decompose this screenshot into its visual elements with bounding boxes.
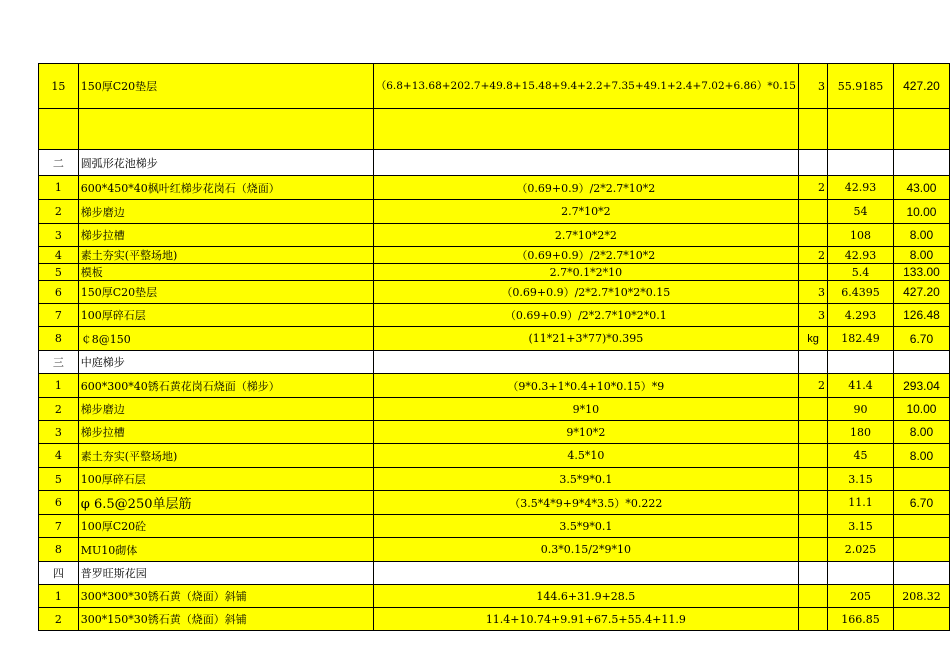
item-unit[interactable] (798, 264, 827, 281)
item-quantity[interactable] (828, 109, 894, 150)
table-row (39, 247, 950, 264)
item-name[interactable]: 600*300*40锈石黄花岗石烧面（梯步） (78, 374, 373, 398)
item-name[interactable]: 100厚碎石层 (78, 468, 373, 491)
table-row (39, 224, 950, 247)
item-quantity[interactable] (828, 562, 894, 585)
item-price[interactable]: 126.48 (893, 304, 949, 327)
table-row (39, 281, 950, 304)
item-unit[interactable] (798, 150, 827, 176)
item-number[interactable] (39, 109, 79, 150)
item-unit[interactable] (798, 200, 827, 224)
table-row (39, 176, 950, 200)
section-header-row (39, 351, 950, 374)
item-formula[interactable]: 2.7*10*2*2 (373, 224, 798, 247)
section-title[interactable]: 普罗旺斯花园 (78, 562, 373, 585)
item-name[interactable]: 梯步磨边 (78, 200, 373, 224)
item-name[interactable]: MU10砌体 (78, 538, 373, 562)
item-unit[interactable] (798, 515, 827, 538)
item-quantity[interactable]: 90 (828, 398, 894, 421)
item-quantity[interactable] (828, 351, 894, 374)
item-formula[interactable]: 2.7*10*2 (373, 200, 798, 224)
item-quantity[interactable]: 2.025 (828, 538, 894, 562)
item-quantity[interactable]: 180 (828, 421, 894, 444)
item-formula[interactable]: （0.69+0.9）/2*2.7*10*2*0.1 (373, 304, 798, 327)
item-formula[interactable]: 3.5*9*0.1 (373, 515, 798, 538)
item-quantity[interactable] (828, 150, 894, 176)
item-formula[interactable]: 9*10*2 (373, 421, 798, 444)
item-number[interactable]: 8 (39, 327, 79, 351)
item-number[interactable]: 5 (39, 264, 79, 281)
item-number[interactable]: 7 (39, 304, 79, 327)
item-unit[interactable] (798, 444, 827, 468)
section-title[interactable]: 圆弧形花池梯步 (78, 150, 373, 176)
item-unit[interactable] (798, 109, 827, 150)
item-number[interactable]: 6 (39, 491, 79, 515)
item-unit[interactable] (798, 562, 827, 585)
item-price[interactable]: 8.00 (893, 444, 949, 468)
section-number[interactable]: 三 (39, 351, 79, 374)
item-price[interactable]: 427.20 (893, 64, 949, 109)
item-formula[interactable]: (11*21+3*77)*0.395 (373, 327, 798, 351)
item-number[interactable]: 2 (39, 398, 79, 421)
item-unit[interactable] (798, 421, 827, 444)
item-unit[interactable] (798, 538, 827, 562)
item-unit[interactable]: 3 (798, 64, 827, 109)
table-row (39, 585, 950, 608)
item-unit[interactable]: 3 (798, 304, 827, 327)
item-name[interactable]: φ 6.5@250单层筋 (78, 491, 373, 515)
item-price[interactable] (893, 150, 949, 176)
section-header-row (39, 562, 950, 585)
item-price[interactable]: 6.70 (893, 327, 949, 351)
item-quantity[interactable]: 42.93 (828, 247, 894, 264)
item-quantity[interactable]: 108 (828, 224, 894, 247)
item-unit[interactable] (798, 608, 827, 631)
item-name[interactable]: 150厚C20垫层 (78, 64, 373, 109)
item-name[interactable] (78, 109, 373, 150)
table-row (39, 374, 950, 398)
item-quantity[interactable]: 54 (828, 200, 894, 224)
item-formula[interactable]: （0.69+0.9）/2*2.7*10*2 (373, 176, 798, 200)
table-row (39, 421, 950, 444)
table-row (39, 538, 950, 562)
item-number[interactable]: 2 (39, 608, 79, 631)
item-formula[interactable]: （0.69+0.9）/2*2.7*10*2*0.15 (373, 281, 798, 304)
item-name[interactable]: 梯步拉槽 (78, 224, 373, 247)
item-name[interactable]: 梯步拉槽 (78, 421, 373, 444)
item-formula[interactable]: （9*0.3+1*0.4+10*0.15）*9 (373, 374, 798, 398)
item-formula[interactable] (373, 150, 798, 176)
item-number[interactable]: 2 (39, 200, 79, 224)
item-number[interactable]: 1 (39, 585, 79, 608)
item-formula[interactable]: 11.4+10.74+9.91+67.5+55.4+11.9 (373, 608, 798, 631)
item-formula[interactable]: 144.6+31.9+28.5 (373, 585, 798, 608)
section-header-row (39, 150, 950, 176)
item-price[interactable]: 6.70 (893, 491, 949, 515)
item-unit[interactable] (798, 398, 827, 421)
item-unit[interactable] (798, 351, 827, 374)
item-quantity[interactable]: 55.9185 (828, 64, 894, 109)
item-formula[interactable]: （0.69+0.9）/2*2.7*10*2 (373, 247, 798, 264)
item-price[interactable] (893, 608, 949, 631)
item-quantity[interactable]: 45 (828, 444, 894, 468)
item-number[interactable]: 1 (39, 374, 79, 398)
item-quantity[interactable]: 3.15 (828, 515, 894, 538)
item-formula[interactable]: 4.5*10 (373, 444, 798, 468)
item-price[interactable]: 8.00 (893, 421, 949, 444)
item-unit[interactable]: kg (798, 327, 827, 351)
item-price[interactable]: 293.04 (893, 374, 949, 398)
table-row (39, 491, 950, 515)
item-unit[interactable]: 2 (798, 374, 827, 398)
item-number[interactable]: 1 (39, 176, 79, 200)
item-formula[interactable] (373, 562, 798, 585)
item-number[interactable]: 7 (39, 515, 79, 538)
table-row (39, 398, 950, 421)
table-row (39, 444, 950, 468)
item-name[interactable]: 150厚C20垫层 (78, 281, 373, 304)
item-formula[interactable]: （6.8+13.68+202.7+49.8+15.48+9.4+2.2+7.35+49.1+2.4+7.02+6.86）*0.15 (373, 64, 798, 109)
item-name[interactable]: 100厚碎石层 (78, 304, 373, 327)
item-quantity[interactable]: 166.85 (828, 608, 894, 631)
item-quantity[interactable]: 4.293 (828, 304, 894, 327)
item-formula[interactable]: 0.3*0.15/2*9*10 (373, 538, 798, 562)
table-row (39, 304, 950, 327)
table-row (39, 64, 950, 109)
item-unit[interactable] (798, 224, 827, 247)
item-quantity[interactable]: 42.93 (828, 176, 894, 200)
item-number[interactable]: 4 (39, 247, 79, 264)
table-row (39, 327, 950, 351)
item-price[interactable]: 133.00 (893, 264, 949, 281)
table-row (39, 200, 950, 224)
item-formula[interactable]: （3.5*4*9+9*4*3.5）*0.222 (373, 491, 798, 515)
item-price[interactable] (893, 468, 949, 491)
item-quantity[interactable]: 5.4 (828, 264, 894, 281)
item-price[interactable]: 8.00 (893, 224, 949, 247)
item-price[interactable]: 10.00 (893, 398, 949, 421)
item-price[interactable] (893, 538, 949, 562)
item-unit[interactable]: 2 (798, 176, 827, 200)
item-price[interactable]: 43.00 (893, 176, 949, 200)
item-price[interactable] (893, 109, 949, 150)
item-price[interactable]: 10.00 (893, 200, 949, 224)
item-price[interactable]: 8.00 (893, 247, 949, 264)
item-number[interactable]: 15 (39, 64, 79, 109)
item-formula[interactable] (373, 109, 798, 150)
item-unit[interactable] (798, 468, 827, 491)
item-number[interactable]: 5 (39, 468, 79, 491)
quantity-sheet (38, 63, 950, 631)
item-formula[interactable]: 3.5*9*0.1 (373, 468, 798, 491)
item-unit[interactable] (798, 585, 827, 608)
item-name[interactable]: 300*150*30锈石黄（烧面）斜铺 (78, 608, 373, 631)
section-title[interactable]: 中庭梯步 (78, 351, 373, 374)
item-formula[interactable]: 2.7*0.1*2*10 (373, 264, 798, 281)
item-unit[interactable]: 3 (798, 281, 827, 304)
item-quantity[interactable]: 11.1 (828, 491, 894, 515)
item-unit[interactable] (798, 491, 827, 515)
item-quantity[interactable]: 182.49 (828, 327, 894, 351)
table-row (39, 264, 950, 281)
item-number[interactable]: 3 (39, 421, 79, 444)
item-quantity[interactable]: 205 (828, 585, 894, 608)
item-quantity[interactable]: 41.4 (828, 374, 894, 398)
item-price[interactable] (893, 351, 949, 374)
table-row (39, 515, 950, 538)
item-unit[interactable]: 2 (798, 247, 827, 264)
item-name[interactable]: ￠8@150 (78, 327, 373, 351)
item-formula[interactable] (373, 351, 798, 374)
item-number[interactable]: 6 (39, 281, 79, 304)
item-price[interactable] (893, 562, 949, 585)
section-number[interactable]: 四 (39, 562, 79, 585)
table-row (39, 608, 950, 631)
item-formula[interactable]: 9*10 (373, 398, 798, 421)
item-name[interactable]: 模板 (78, 264, 373, 281)
item-name[interactable]: 素土夯实(平整场地) (78, 444, 373, 468)
item-name[interactable]: 600*450*40枫叶红梯步花岗石（烧面） (78, 176, 373, 200)
item-quantity[interactable]: 3.15 (828, 468, 894, 491)
item-name[interactable]: 100厚C20砼 (78, 515, 373, 538)
item-name[interactable]: 300*300*30锈石黄（烧面）斜铺 (78, 585, 373, 608)
table-row (39, 468, 950, 491)
table-row (39, 109, 950, 150)
item-name[interactable]: 素土夯实(平整场地) (78, 247, 373, 264)
section-number[interactable]: 二 (39, 150, 79, 176)
item-price[interactable]: 427.20 (893, 281, 949, 304)
item-quantity[interactable]: 6.4395 (828, 281, 894, 304)
item-price[interactable] (893, 515, 949, 538)
item-price[interactable]: 208.32 (893, 585, 949, 608)
item-number[interactable]: 8 (39, 538, 79, 562)
item-number[interactable]: 4 (39, 444, 79, 468)
item-number[interactable]: 3 (39, 224, 79, 247)
item-name[interactable]: 梯步磨边 (78, 398, 373, 421)
